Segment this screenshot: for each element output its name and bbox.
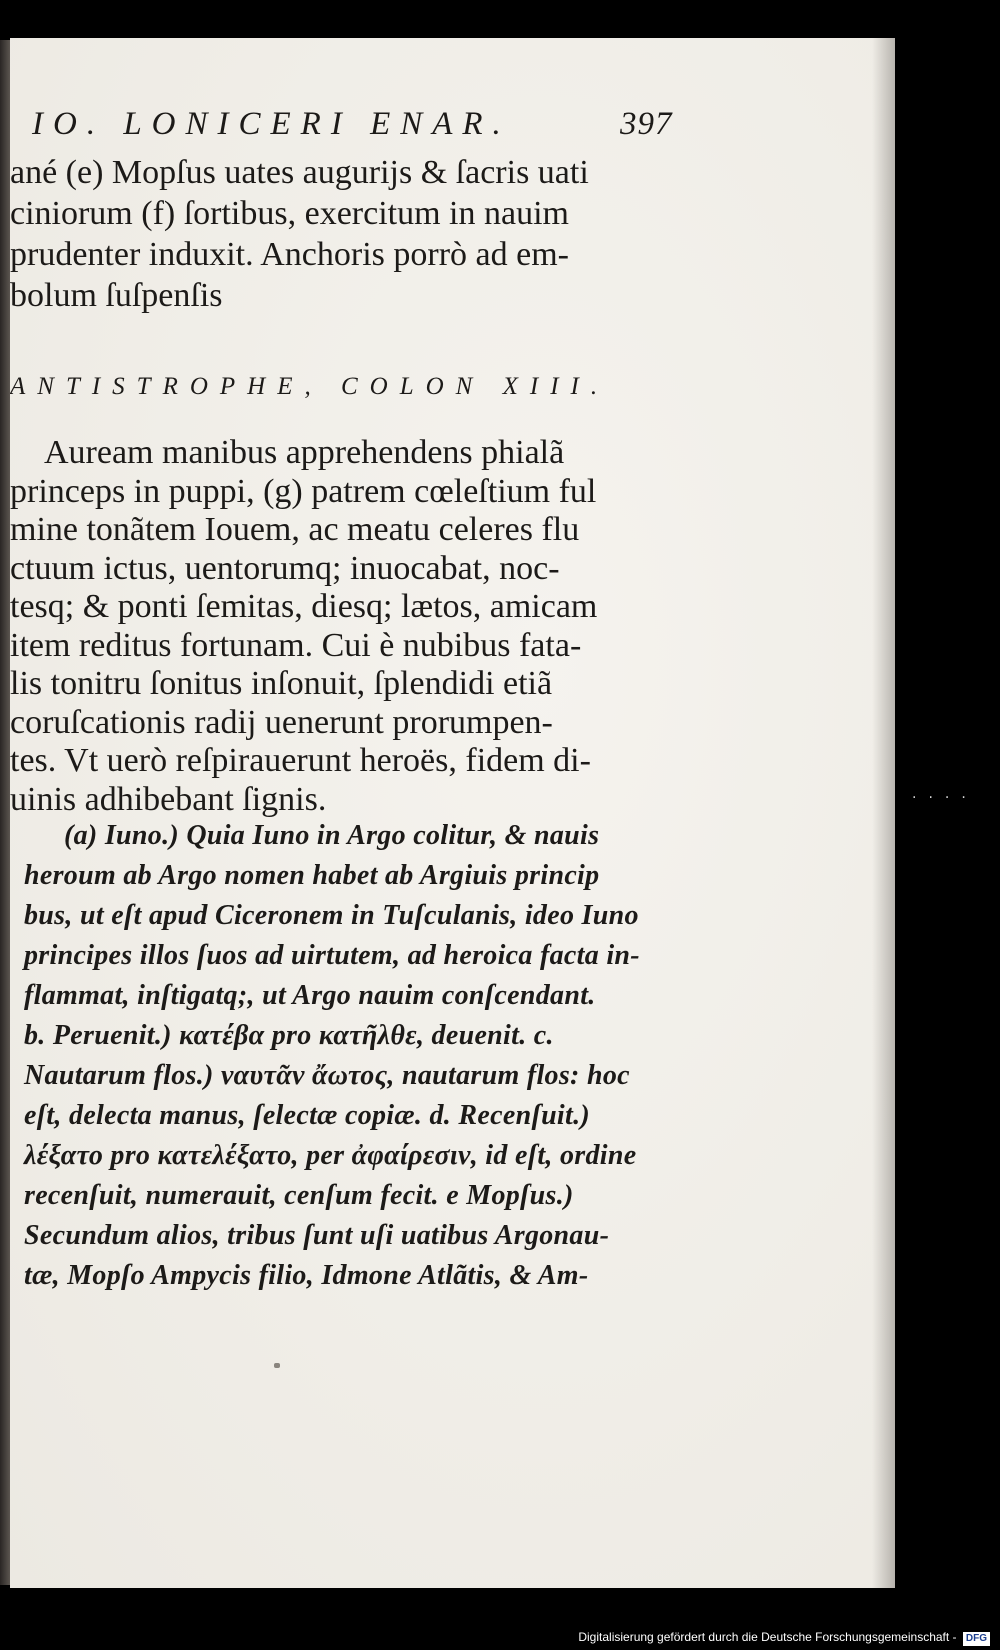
note-line: Nautarum flos.) ναυτᾶν ἄωτος, nautarum flos: hoc [24,1060,630,1091]
running-title: IO. LONICERI ENAR. [32,106,511,142]
credit-text: Digitalisierung gefördert durch die Deutsche Forschungsgemeinschaft - [578,1630,957,1644]
section-heading: ANTISTROPHE, COLON XIII. [10,373,610,400]
ink-speck [274,1363,280,1368]
text-line: mine tonãtem Iouem, ac meatu celeres flu [10,511,580,548]
text-line: ctuum ictus, uentorumq; inuocabat, noc- [10,549,560,587]
note-line: Secundum alios, tribus ſunt uſi uatibus Argonau- [24,1220,610,1251]
digitization-credit [574,1626,994,1648]
note-line: bus, ut eſt apud Ciceronem in Tuſculanis, ideo Iuno [24,900,639,931]
commentary-notes [24,816,884,1296]
note-line: λέξατο pro κατελέξατο, per ἀφαίρεσιν, id eſt, ordine [24,1140,637,1171]
dfg-logo: DFG [963,1632,990,1646]
opening-paragraph [10,152,870,316]
text-line: prudenter induxit. Anchoris porrò ad em- [10,236,569,273]
note-line: flammat, inſtigatq;, ut Argo nauim conſcendant. [24,980,596,1011]
text-line: tes. Vt uerò reſpirauerunt heroës, fidem di- [10,742,591,779]
scan-margin-dots: ···· [912,790,978,806]
note-line: principes illos ſuos ad uirtutem, ad heroica facta in- [24,940,640,971]
text-line: Auream manibus apprehendens phialã [44,434,565,471]
text-line: ané (e) Mopſus uates augurijs & ſacris uati [10,154,589,191]
text-line: ciniorum (f) ſortibus, exercitum in nauim [10,195,569,232]
text-line: lis tonitru ſonitus inſonuit, ſplendidi etiã [10,665,553,702]
note-line: tæ, Mopſo Ampycis filio, Idmone Atlãtis, & Am- [24,1260,589,1291]
note-line: b. Peruenit.) κατέβα pro κατῆλθε, deuenit. c. [24,1020,554,1051]
book-page [10,38,895,1588]
text-line: uinis adhibebant ſignis. [10,780,327,818]
text-line: princeps in puppi, (g) patrem cœleſtium ful [10,472,597,510]
text-line: item reditus fortunam. Cui è nubibus fata- [10,626,582,664]
text-line: bolum ſuſpenſis [10,277,223,314]
note-line: eſt, delecta manus, ſelectæ copiæ. d. Recenſuit.) [24,1100,591,1131]
note-line: heroum ab Argo nomen habet ab Argiuis princip [24,860,600,891]
antistrophe-paragraph [10,434,870,819]
note-line: recenſuit, numerauit, cenſum fecit. e Mopſus.) [24,1180,574,1211]
text-line: tesq; & ponti ſemitas, diesq; lætos, amicam [10,588,598,625]
note-line: (a) Iuno.) Quia Iuno in Argo colitur, & nauis [64,820,600,851]
folio-number: 397 [620,106,673,142]
running-header [32,106,672,143]
text-line: coruſcationis radij uenerunt prorumpen- [10,703,553,741]
page-edge-shadow [872,38,895,1588]
